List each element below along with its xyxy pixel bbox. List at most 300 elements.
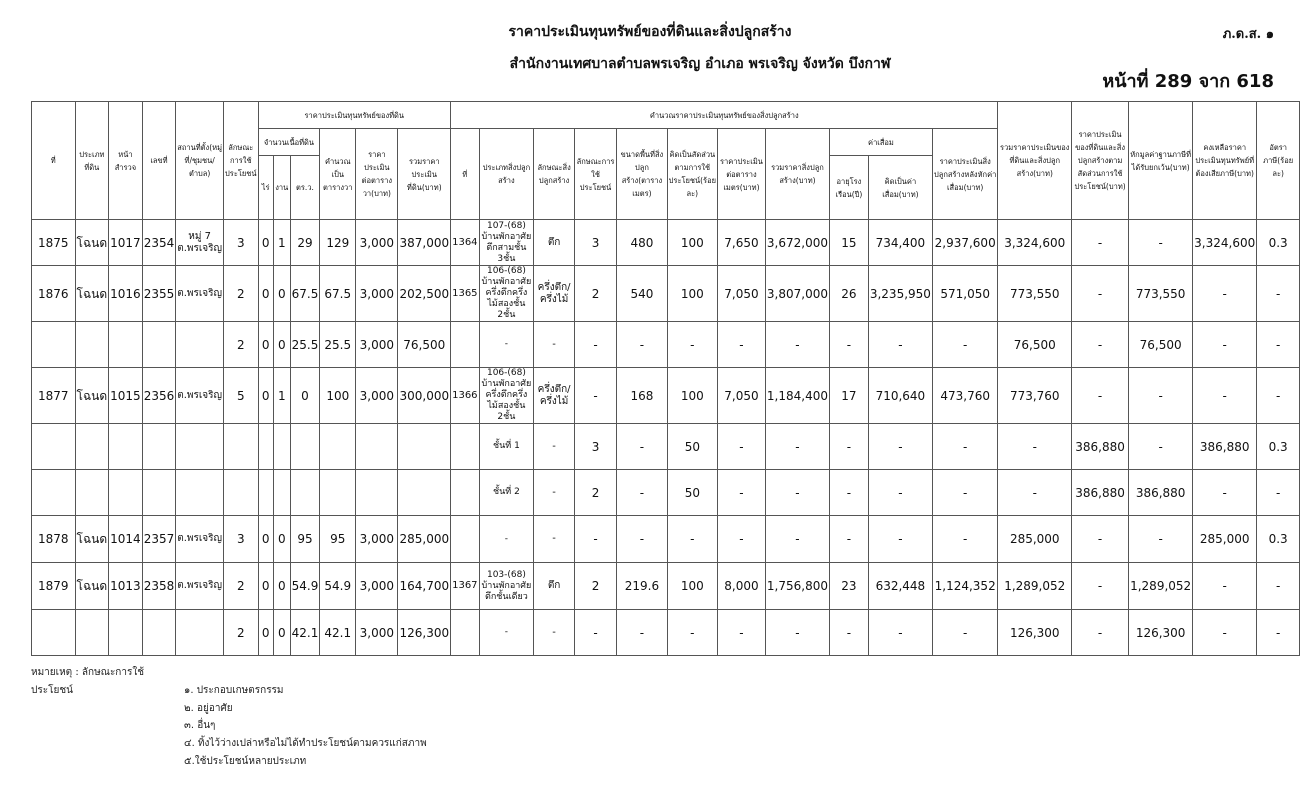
form-code: ภ.ด.ส. ๑: [1222, 27, 1274, 42]
table-cell: 0: [290, 368, 320, 424]
table-cell: 1015: [109, 368, 143, 424]
table-cell: 25.5: [320, 322, 356, 368]
table-cell: 1365: [451, 266, 479, 322]
table-cell: 3,000: [356, 610, 398, 656]
table-cell: 0: [273, 516, 290, 563]
table-cell: โฉนด: [75, 220, 109, 266]
col-building-area: ขนาดพื้นที่สิ่งปลูกสร้าง(ตารางเมตร): [617, 129, 668, 220]
table-cell: [320, 470, 356, 516]
table-cell: -: [765, 470, 829, 516]
table-cell: -: [998, 424, 1072, 470]
table-cell: [356, 470, 398, 516]
table-cell: 7,050: [717, 266, 765, 322]
table-cell: 0.3: [1257, 424, 1300, 470]
table-cell: 76,500: [398, 322, 451, 368]
table-cell: -: [1193, 266, 1257, 322]
table-cell: -: [1257, 266, 1300, 322]
depreciation-group-header: ค่าเสื่อม: [830, 129, 933, 156]
table-cell: -: [717, 322, 765, 368]
table-cell: 0: [258, 368, 273, 424]
table-cell: 95: [290, 516, 320, 563]
table-cell: 1,756,800: [765, 563, 829, 610]
table-cell: ชั้นที่ 1: [479, 424, 534, 470]
table-cell: -: [932, 424, 998, 470]
table-cell: -: [1193, 610, 1257, 656]
table-cell: [142, 322, 176, 368]
table-cell: 3,000: [356, 322, 398, 368]
table-cell: -: [1129, 368, 1193, 424]
table-cell: 5: [224, 368, 258, 424]
table-cell: 540: [617, 266, 668, 322]
table-cell: -: [534, 470, 575, 516]
table-cell: 7,650: [717, 220, 765, 266]
table-cell: 0.3: [1257, 220, 1300, 266]
table-cell: -: [617, 610, 668, 656]
table-cell: [32, 610, 76, 656]
table-cell: 100: [320, 368, 356, 424]
table-cell: [356, 424, 398, 470]
table-row: [32, 470, 1300, 516]
table-cell: 3,000: [356, 266, 398, 322]
table-cell: -: [1257, 563, 1300, 610]
col-wa: ตร.ว.: [290, 156, 320, 220]
table-cell: 2354: [142, 220, 176, 266]
table-row: [32, 424, 1300, 470]
col-survey: หน้าสำรวจ: [109, 102, 143, 220]
table-cell: [142, 470, 176, 516]
table-cell: 129: [320, 220, 356, 266]
table-cell: 2357: [142, 516, 176, 563]
table-cell: 2356: [142, 368, 176, 424]
table-cell: 3,324,600: [998, 220, 1072, 266]
table-cell: -: [1193, 470, 1257, 516]
table-cell: -: [830, 610, 869, 656]
table-row: [32, 220, 1300, 266]
table-cell: 0: [273, 563, 290, 610]
table-cell: [290, 470, 320, 516]
table-cell: 67.5: [290, 266, 320, 322]
col-dep-age: อายุโรงเรือน(ปี): [830, 156, 869, 220]
table-cell: 773,760: [998, 368, 1072, 424]
table-cell: 219.6: [617, 563, 668, 610]
table-cell: [398, 424, 451, 470]
document-title: ราคาประเมินทุนทรัพย์ของที่ดินและสิ่งปลูกสร้าง: [508, 24, 792, 40]
table-cell: 1879: [32, 563, 76, 610]
table-cell: 2: [574, 563, 616, 610]
table-cell: 2,937,600: [932, 220, 998, 266]
land-size-group-header: จำนวนเนื้อที่ดิน: [258, 129, 320, 156]
table-cell: 164,700: [398, 563, 451, 610]
table-row: [32, 266, 1300, 322]
col-use: ลักษณะการใช้ประโยชน์: [224, 102, 258, 220]
table-body: [32, 220, 1300, 656]
table-cell: -: [534, 516, 575, 563]
table-cell: 386,880: [1072, 470, 1129, 516]
table-cell: 3,235,950: [868, 266, 932, 322]
table-cell: หมู่ 7 ต.พรเจริญ: [176, 220, 224, 266]
table-cell: [75, 610, 109, 656]
table-cell: [176, 470, 224, 516]
table-cell: -: [574, 368, 616, 424]
table-cell: 1: [273, 368, 290, 424]
table-cell: 76,500: [1129, 322, 1193, 368]
table-cell: [75, 424, 109, 470]
table-cell: 1367: [451, 563, 479, 610]
table-row: [32, 322, 1300, 368]
table-cell: -: [1257, 322, 1300, 368]
table-cell: 3: [224, 516, 258, 563]
table-cell: 1366: [451, 368, 479, 424]
table-cell: 1: [273, 220, 290, 266]
footnote: [31, 664, 427, 771]
table-cell: -: [868, 470, 932, 516]
table-cell: [258, 424, 273, 470]
table-cell: -: [1257, 368, 1300, 424]
col-doc-type: ประเภทที่ดิน: [75, 102, 109, 220]
table-cell: [320, 424, 356, 470]
table-cell: 100: [667, 368, 717, 424]
table-cell: 2355: [142, 266, 176, 322]
footnote-item: ๒. อยู่อาศัย: [184, 702, 233, 714]
table-cell: 168: [617, 368, 668, 424]
table-cell: -: [765, 610, 829, 656]
table-cell: 1,124,352: [932, 563, 998, 610]
col-building-price: ราคาประเมินต่อตารางเมตร(บาท): [717, 129, 765, 220]
table-cell: -: [765, 516, 829, 563]
table-cell: -: [1129, 220, 1193, 266]
table-cell: 387,000: [398, 220, 451, 266]
table-cell: -: [617, 470, 668, 516]
table-cell: [176, 610, 224, 656]
table-cell: [451, 322, 479, 368]
footnote-item: ๔. ทิ้งไว้ว่างเปล่าหรือไม่ได้ทำประโยชน์ตามควรแก่สภาพ: [184, 738, 427, 750]
table-cell: ต.พรเจริญ: [176, 516, 224, 563]
table-cell: 0: [258, 516, 273, 563]
table-cell: -: [574, 516, 616, 563]
table-cell: -: [667, 610, 717, 656]
table-cell: 17: [830, 368, 869, 424]
table-cell: 285,000: [998, 516, 1072, 563]
table-cell: [398, 470, 451, 516]
col-no: ที่: [32, 102, 76, 220]
table-cell: 1878: [32, 516, 76, 563]
table-cell: -: [868, 516, 932, 563]
table-cell: ต.พรเจริญ: [176, 563, 224, 610]
building-group-header: คำนวณราคาประเมินทุนทรัพย์ของสิ่งปลูกสร้าง: [451, 102, 998, 129]
table-cell: 1,184,400: [765, 368, 829, 424]
table-cell: 50: [667, 470, 717, 516]
table-cell: โฉนด: [75, 368, 109, 424]
table-cell: [258, 470, 273, 516]
table-cell: 1875: [32, 220, 76, 266]
table-cell: [75, 322, 109, 368]
table-cell: 0.3: [1257, 516, 1300, 563]
col-ngan: งาน: [273, 156, 290, 220]
table-cell: -: [868, 322, 932, 368]
table-cell: -: [1193, 322, 1257, 368]
footnote-label: หมายเหตุ : ลักษณะการใช้ประโยชน์: [31, 667, 145, 696]
table-cell: 7,050: [717, 368, 765, 424]
table-cell: -: [574, 322, 616, 368]
table-cell: 3,000: [356, 516, 398, 563]
table-cell: 95: [320, 516, 356, 563]
table-cell: 571,050: [932, 266, 998, 322]
table-cell: [224, 424, 258, 470]
table-cell: 710,640: [868, 368, 932, 424]
table-cell: 773,550: [998, 266, 1072, 322]
table-cell: 2358: [142, 563, 176, 610]
col-location: สถานที่ตั้ง(หมู่ที่/ชุมชน/ตำบล): [176, 102, 224, 220]
table-cell: -: [617, 424, 668, 470]
col-price-per-wa: ราคาประเมินต่อตารางวา(บาท): [356, 129, 398, 220]
table-cell: 3,807,000: [765, 266, 829, 322]
table-cell: 8,000: [717, 563, 765, 610]
table-cell: 67.5: [320, 266, 356, 322]
table-cell: 1013: [109, 563, 143, 610]
col-ratio: ราคาประเมินของที่ดินและสิ่งปลูกสร้างตามสัดส่วนการใช้ประโยชน์(บาท): [1072, 102, 1129, 220]
table-cell: -: [534, 424, 575, 470]
col-rai: ไร่: [258, 156, 273, 220]
table-cell: 2: [224, 610, 258, 656]
table-cell: โฉนด: [75, 516, 109, 563]
table-cell: 1364: [451, 220, 479, 266]
col-building-total: รวมราคาสิ่งปลูกสร้าง(บาท): [765, 129, 829, 220]
col-building-type: ประเภทสิ่งปลูกสร้าง: [479, 129, 534, 220]
table-cell: 480: [617, 220, 668, 266]
table-cell: [290, 424, 320, 470]
table-cell: 202,500: [398, 266, 451, 322]
table-cell: -: [479, 516, 534, 563]
document-subtitle: สำนักงานเทศบาลตำบลพรเจริญ อำเภอ พรเจริญ จังหวัด บึงกาฬ: [509, 56, 891, 72]
table-cell: [273, 424, 290, 470]
table-cell: -: [574, 610, 616, 656]
table-cell: 2: [224, 322, 258, 368]
table-cell: ครึ่งตึก/ครึ่งไม้: [534, 368, 575, 424]
table-cell: 1,289,052: [998, 563, 1072, 610]
table-cell: [109, 322, 143, 368]
table-cell: -: [1193, 368, 1257, 424]
table-cell: -: [1129, 424, 1193, 470]
table-cell: 1017: [109, 220, 143, 266]
table-cell: -: [765, 424, 829, 470]
table-cell: -: [1072, 516, 1129, 563]
col-building-kind: ลักษณะสิ่งปลูกสร้าง: [534, 129, 575, 220]
table-cell: [224, 470, 258, 516]
table-cell: 285,000: [398, 516, 451, 563]
table-cell: 0: [258, 610, 273, 656]
table-cell: [273, 470, 290, 516]
footnote-item: ๓. อื่นๆ: [184, 720, 216, 732]
table-cell: [75, 470, 109, 516]
valuation-table: [31, 101, 1300, 656]
table-cell: -: [667, 322, 717, 368]
table-cell: 0: [273, 266, 290, 322]
table-cell: 3,324,600: [1193, 220, 1257, 266]
table-cell: ตึก: [534, 563, 575, 610]
table-cell: -: [1129, 516, 1193, 563]
table-cell: -: [1072, 563, 1129, 610]
table-cell: -: [617, 322, 668, 368]
table-cell: 2: [224, 266, 258, 322]
table-cell: 0: [258, 322, 273, 368]
table-cell: 0: [258, 563, 273, 610]
table-cell: 734,400: [868, 220, 932, 266]
table-cell: -: [667, 516, 717, 563]
table-cell: -: [1072, 368, 1129, 424]
table-cell: 76,500: [998, 322, 1072, 368]
footnote-item: ๑. ประกอบเกษตรกรรม: [184, 684, 284, 696]
col-building-no: ที่: [451, 129, 479, 220]
table-cell: โฉนด: [75, 563, 109, 610]
table-cell: -: [534, 610, 575, 656]
table-cell: -: [1072, 610, 1129, 656]
table-cell: -: [932, 516, 998, 563]
table-cell: 54.9: [320, 563, 356, 610]
table-cell: 42.1: [320, 610, 356, 656]
table-cell: -: [617, 516, 668, 563]
table-cell: -: [932, 610, 998, 656]
table-cell: -: [998, 470, 1072, 516]
table-cell: 300,000: [398, 368, 451, 424]
table-cell: 26: [830, 266, 869, 322]
table-cell: [142, 610, 176, 656]
table-cell: 2: [574, 470, 616, 516]
table-cell: -: [717, 424, 765, 470]
table-cell: 1877: [32, 368, 76, 424]
table-cell: 3: [224, 220, 258, 266]
col-number: เลขที่: [142, 102, 176, 220]
table-cell: -: [1257, 610, 1300, 656]
table-cell: 285,000: [1193, 516, 1257, 563]
table-cell: 3,672,000: [765, 220, 829, 266]
table-cell: -: [830, 424, 869, 470]
table-cell: ตึก: [534, 220, 575, 266]
table-cell: 100: [667, 266, 717, 322]
col-building-net: ราคาประเมินสิ่งปลูกสร้างหลังหักค่าเสื่อม(บาท): [932, 129, 998, 220]
table-cell: -: [1072, 322, 1129, 368]
table-cell: -: [868, 610, 932, 656]
table-cell: 1016: [109, 266, 143, 322]
table-cell: [32, 470, 76, 516]
table-cell: 0: [258, 220, 273, 266]
table-cell: -: [717, 610, 765, 656]
table-cell: 386,880: [1129, 470, 1193, 516]
table-cell: 25.5: [290, 322, 320, 368]
table-cell: 103-(68) บ้านพักอาศัยตึกชั้นเดียว: [479, 563, 534, 610]
table-cell: ชั้นที่ 2: [479, 470, 534, 516]
table-cell: 29: [290, 220, 320, 266]
table-cell: -: [1072, 266, 1129, 322]
table-cell: [451, 424, 479, 470]
table-cell: [32, 322, 76, 368]
table-cell: -: [479, 322, 534, 368]
table-cell: 106-(68) บ้านพักอาศัยครึ่งตึกครึ่งไม้สองชั้น 2ชั้น: [479, 266, 534, 322]
table-cell: 1876: [32, 266, 76, 322]
table-cell: [109, 424, 143, 470]
table-cell: 0: [273, 322, 290, 368]
table-cell: 54.9: [290, 563, 320, 610]
table-cell: 386,880: [1193, 424, 1257, 470]
table-cell: -: [1193, 563, 1257, 610]
land-group-header: ราคาประเมินทุนทรัพย์ของที่ดิน: [258, 102, 451, 129]
table-cell: 0: [258, 266, 273, 322]
table-cell: 126,300: [398, 610, 451, 656]
table-cell: 1,289,052: [1129, 563, 1193, 610]
table-cell: -: [830, 516, 869, 563]
table-row: [32, 610, 1300, 656]
table-cell: ต.พรเจริญ: [176, 368, 224, 424]
table-cell: [142, 424, 176, 470]
table-cell: 106-(68) บ้านพักอาศัยครึ่งตึกครึ่งไม้สองชั้น 2ชั้น: [479, 368, 534, 424]
table-cell: 386,880: [1072, 424, 1129, 470]
table-cell: 100: [667, 220, 717, 266]
table-row: [32, 516, 1300, 563]
table-cell: [451, 516, 479, 563]
table-cell: -: [1072, 220, 1129, 266]
table-cell: -: [830, 322, 869, 368]
table-cell: 0: [273, 610, 290, 656]
table-row: [32, 563, 1300, 610]
table-cell: 100: [667, 563, 717, 610]
table-cell: -: [479, 610, 534, 656]
page-number: หน้าที่ 289 จาก 618: [1102, 71, 1274, 92]
table-cell: 23: [830, 563, 869, 610]
table-cell: -: [932, 470, 998, 516]
col-dep-amount: คิดเป็นค่าเสื่อม(บาท): [868, 156, 932, 220]
table-cell: 3: [574, 424, 616, 470]
table-cell: 473,760: [932, 368, 998, 424]
table-cell: 2: [224, 563, 258, 610]
table-cell: [451, 610, 479, 656]
table-cell: -: [534, 322, 575, 368]
table-cell: 50: [667, 424, 717, 470]
table-cell: 3,000: [356, 368, 398, 424]
col-grand-total: รวมราคาประเมินของที่ดินและสิ่งปลูกสร้าง(บาท): [998, 102, 1072, 220]
col-building-use: ลักษณะการใช้ประโยชน์: [574, 129, 616, 220]
table-cell: 3: [574, 220, 616, 266]
table-cell: 107-(68) บ้านพักอาศัยตึกสามชั้น 3ชั้น: [479, 220, 534, 266]
table-cell: [109, 470, 143, 516]
table-cell: 3,000: [356, 563, 398, 610]
col-exempt: หักมูลค่าฐานภาษีที่ได้รับยกเว้น(บาท): [1129, 102, 1193, 220]
table-cell: 126,300: [1129, 610, 1193, 656]
table-cell: 3,000: [356, 220, 398, 266]
table-cell: โฉนด: [75, 266, 109, 322]
table-row: [32, 368, 1300, 424]
table-cell: [176, 424, 224, 470]
col-remaining: คงเหลือราคาประเมินทุนทรัพย์ที่ต้องเสียภาษี(บาท): [1193, 102, 1257, 220]
table-cell: 2: [574, 266, 616, 322]
table-cell: -: [765, 322, 829, 368]
table-cell: -: [868, 424, 932, 470]
table-cell: -: [717, 516, 765, 563]
col-tax-rate: อัตราภาษี(ร้อยละ): [1257, 102, 1300, 220]
col-land-total: รวมราคาประเมินที่ดิน(บาท): [398, 129, 451, 220]
col-building-percent: คิดเป็นสัดส่วนตามการใช้ประโยชน์(ร้อยละ): [667, 129, 717, 220]
table-cell: ต.พรเจริญ: [176, 266, 224, 322]
table-cell: -: [932, 322, 998, 368]
table-cell: 773,550: [1129, 266, 1193, 322]
table-cell: 632,448: [868, 563, 932, 610]
table-cell: 42.1: [290, 610, 320, 656]
table-cell: -: [830, 470, 869, 516]
table-cell: 15: [830, 220, 869, 266]
table-cell: ครึ่งตึก/ครึ่งไม้: [534, 266, 575, 322]
col-sqwa: คำนวณเป็นตารางวา: [320, 129, 356, 220]
table-cell: [176, 322, 224, 368]
table-cell: [32, 424, 76, 470]
table-cell: -: [1257, 470, 1300, 516]
